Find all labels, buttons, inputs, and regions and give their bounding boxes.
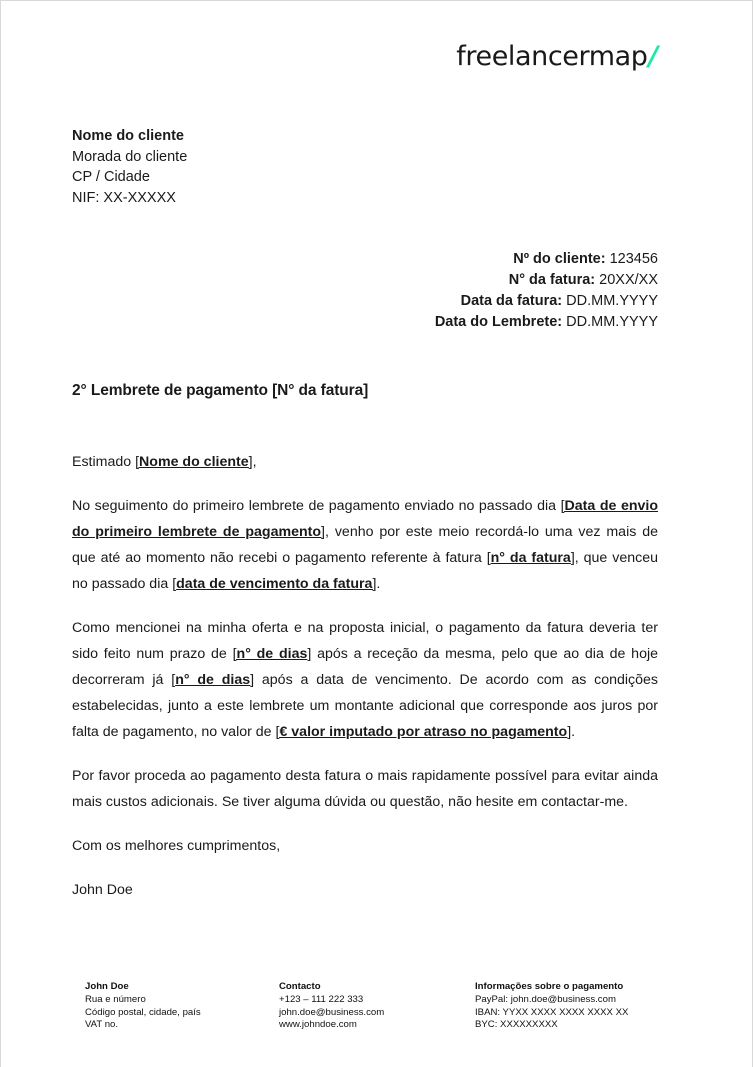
footer-sender-city: Código postal, cidade, país (85, 1006, 201, 1018)
footer-contact-column (279, 981, 475, 1032)
p2-bracket-open-1: [ (232, 646, 237, 662)
p2-bracket-open-3: [ (275, 724, 280, 740)
p2-text-d: . (571, 724, 576, 740)
p1-bracket-close-2: ] (570, 550, 575, 566)
letter-paragraph-3: Por favor proceda ao pagamento desta fatura o mais rapidamente possível para evitar ainda mais custos adicionais. Se tiver alguma dúvida ou questão, não hesite em contactar-me. (72, 768, 658, 810)
document-footer (85, 981, 685, 1032)
greeting-prefix: Estimado (72, 454, 136, 470)
footer-payment-byc: BYC: XXXXXXXXX (475, 1019, 558, 1031)
footer-sender-vat: VAT no. (85, 1019, 119, 1031)
meta-row-reminder-date (72, 312, 658, 333)
letter-signature: John Doe (72, 882, 133, 898)
invoice-date-label: Data da fatura: (460, 293, 563, 309)
client-name: Nome do cliente (72, 128, 184, 144)
logo-wordmark (456, 41, 658, 72)
client-address-block (72, 126, 187, 208)
logo-slash-icon: / (648, 41, 658, 72)
placeholder-late-fee-amount: € valor imputado por atraso no pagamento (279, 724, 568, 740)
footer-sender-street: Rua e número (85, 994, 146, 1006)
p1-bracket-close-1: ] (321, 524, 325, 540)
placeholder-days-elapsed: n° de dias (175, 672, 251, 688)
footer-sender-column (85, 981, 279, 1032)
greeting-suffix: , (252, 454, 257, 470)
p2-bracket-close-2: ] (250, 672, 255, 688)
logo-text: freelancermap (456, 41, 648, 72)
p2-bracket-close-1: ] (307, 646, 312, 662)
page-title: 2° Lembrete de pagamento [N° da fatura] (72, 382, 369, 399)
footer-contact-phone: +123 – 111 222 333 (279, 994, 364, 1006)
invoice-number-label: N° da fatura: (508, 272, 596, 288)
footer-contact-email[interactable]: john.doe@business.com (279, 1006, 385, 1018)
p1-bracket-open-2: [ (486, 550, 491, 566)
invoice-number-value: 20XX/XX (599, 272, 658, 288)
footer-payment-heading: Informações sobre o pagamento (475, 981, 624, 992)
footer-contact-website[interactable]: www.johndoe.com (279, 1019, 357, 1031)
p1-text-a: No seguimento do primeiro lembrete de pagamento enviado no passado dia (72, 498, 561, 514)
placeholder-days-term: n° de dias (236, 646, 308, 662)
invoice-meta-block (72, 249, 658, 333)
customer-number-label: Nº do cliente: (513, 251, 606, 267)
p2-bracket-open-2: [ (171, 672, 176, 688)
letter-paragraph-2 (72, 615, 658, 745)
footer-payment-column (475, 981, 685, 1032)
reminder-date-label: Data do Lembrete: (434, 314, 563, 330)
placeholder-invoice-number: n° da fatura (490, 550, 571, 566)
footer-sender-name: John Doe (85, 981, 129, 992)
footer-contact-heading: Contacto (279, 981, 321, 992)
p2-text-a: Como mencionei na minha oferta e na proposta inicial, o pagamento da fatura deveria ter sido feito num prazo de (72, 620, 658, 662)
letter-paragraph-1 (72, 493, 658, 597)
p1-text-b: , venho por este meio recordá-lo uma vez mais de que até ao momento não recebi o pagamento referente à fatura (72, 524, 658, 566)
placeholder-due-date: data de vencimento da fatura (176, 576, 373, 592)
letter-body (72, 449, 658, 921)
greeting-bracket-close: ] (248, 454, 253, 470)
client-address: Morada do cliente (72, 148, 188, 165)
placeholder-client-name: Nome do cliente (139, 454, 249, 470)
p1-bracket-open-3: [ (172, 576, 177, 592)
footer-payment-iban: IBAN: YYXX XXXX XXXX XXXX XX (475, 1006, 629, 1018)
p2-text-b: após a receção da mesma, pelo que ao dia de hoje decorreram já (72, 646, 659, 688)
greeting-bracket-open: [ (135, 454, 140, 470)
placeholder-first-reminder-date: Data de envio do primeiro lembrete de pagamento (72, 498, 659, 540)
letter-greeting (72, 449, 658, 475)
invoice-date-value: DD.MM.YYYY (566, 293, 658, 309)
p1-text-d: . (376, 576, 381, 592)
letter-closing: Com os melhores cumprimentos, (72, 838, 281, 854)
customer-number-value: 123456 (609, 251, 658, 267)
p2-bracket-close-3: ] (567, 724, 572, 740)
brand-logo (72, 41, 658, 72)
footer-payment-paypal: PayPal: john.doe@business.com (475, 994, 616, 1006)
p1-bracket-open-1: [ (560, 498, 565, 514)
meta-row-invoice-date (72, 291, 658, 312)
p1-text-c: , que venceu no passado dia (72, 550, 659, 592)
client-city: CP / Cidade (72, 169, 150, 185)
reminder-date-value: DD.MM.YYYY (566, 314, 658, 330)
p2-text-c: após a data de vencimento. De acordo com as condições estabelecidas, junto a este lembrete um montante adicional que corresponde aos juros por falta de pagamento, no valor de (72, 672, 659, 740)
client-tax-id: NIF: XX-XXXXX (72, 189, 176, 206)
p1-bracket-close-3: ] (372, 576, 377, 592)
meta-row-invoice-number (72, 270, 658, 291)
meta-row-customer-number (72, 249, 658, 270)
